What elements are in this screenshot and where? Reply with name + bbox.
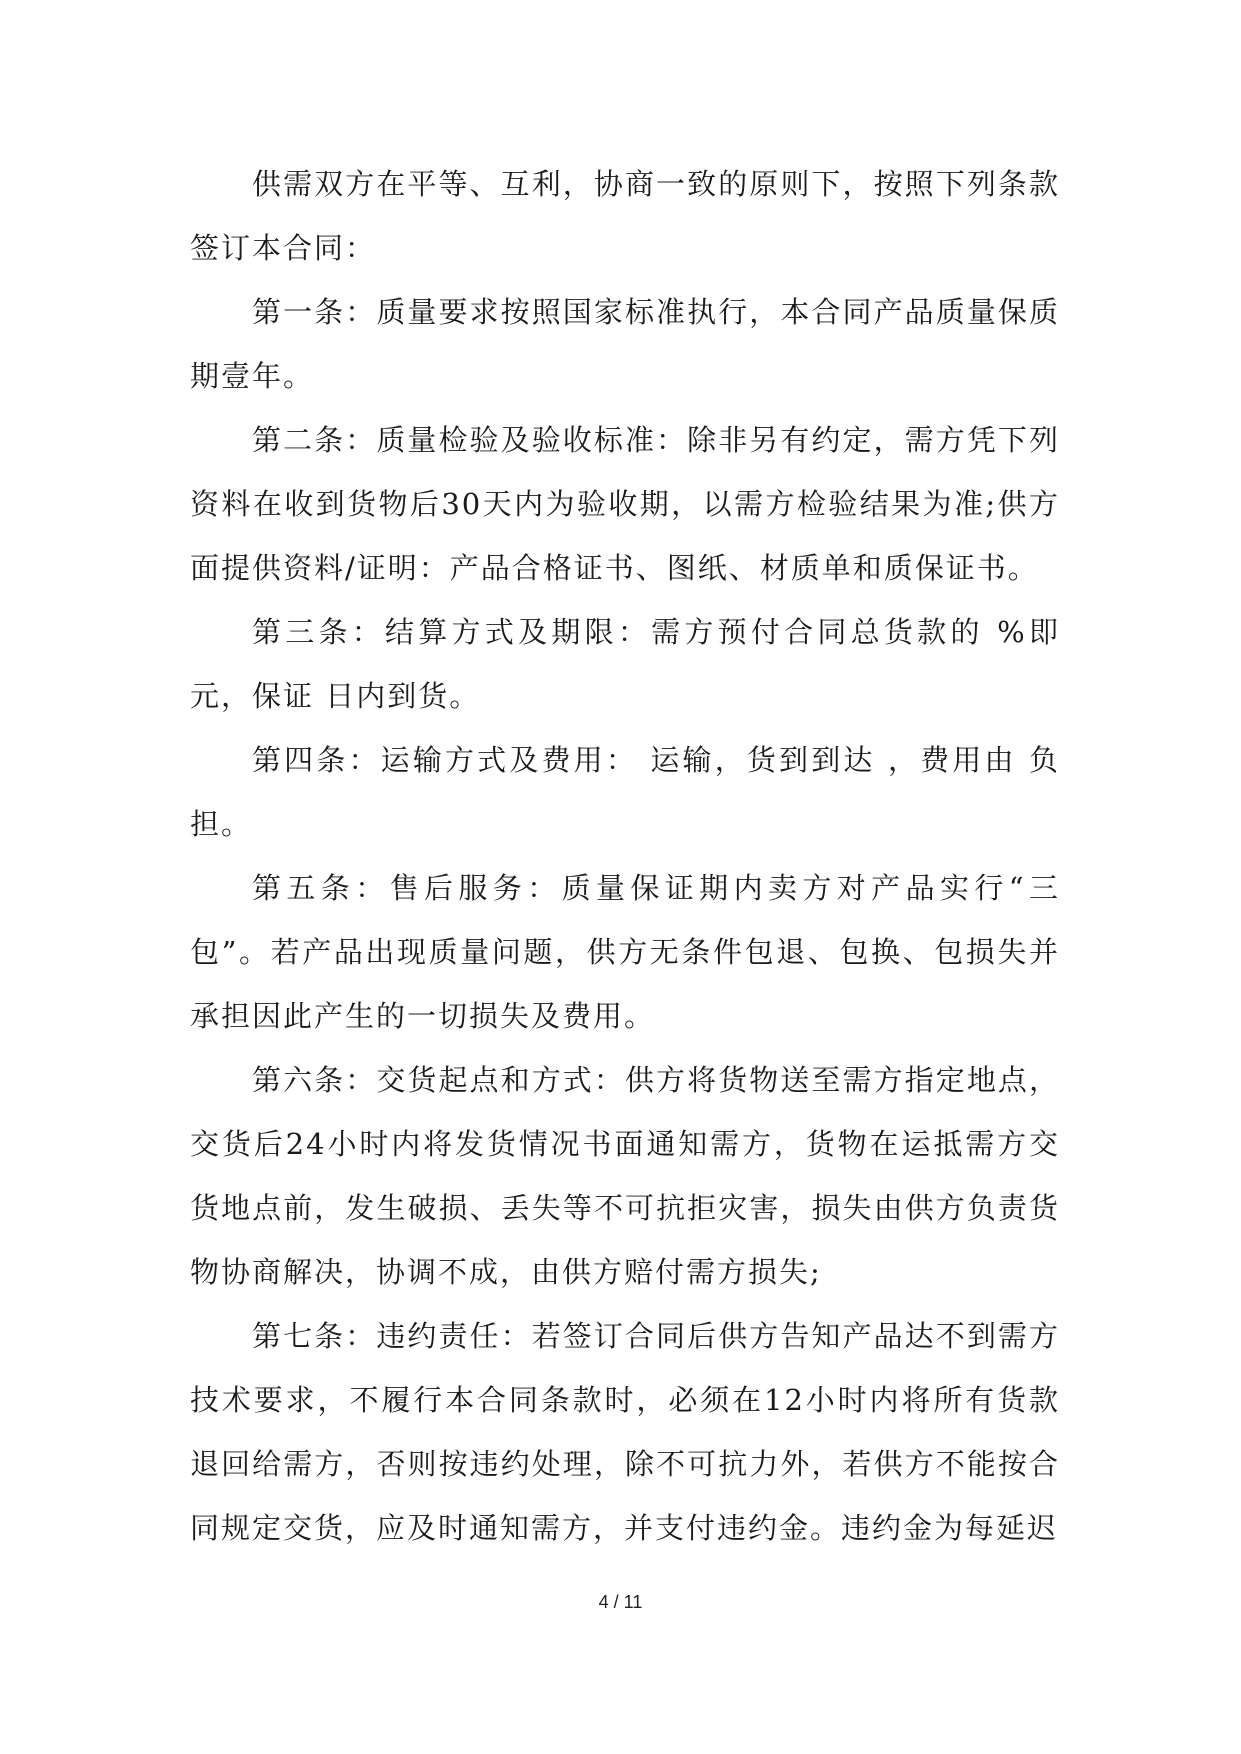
page-number: 4 / 11 <box>598 1592 643 1612</box>
paragraph-intro: 供需双方在平等、互利，协商一致的原则下，按照下列条款签订本合同： <box>190 167 1060 265</box>
paragraph-article-3: 第三条：结算方式及期限：需方预付合同总货款的 %即 元，保证 日内到货。 <box>190 615 1060 713</box>
paragraph-article-1: 第一条：质量要求按照国家标准执行，本合同产品质量保质期壹年。 <box>190 295 1060 393</box>
paragraph-article-5: 第五条：售后服务：质量保证期内卖方对产品实行“三包”。若产品出现质量问题，供方无条件包退、包换、包损失并承担因此产生的一切损失及费用。 <box>190 871 1060 1033</box>
paragraph-article-2: 第二条：质量检验及验收标准：除非另有约定，需方凭下列资料在收到货物后30天内为验收期，以需方检验结果为准;供方面提供资料/证明：产品合格证书、图纸、材质单和质保证书。 <box>190 423 1060 585</box>
paragraph-article-6: 第六条：交货起点和方式：供方将货物送至需方指定地点，交货后24小时内将发货情况书面通知需方，货物在运抵需方交货地点前，发生破损、丢失等不可抗拒灾害，损失由供方负责货物协商解决，协调不成，由供方赔付需方损失; <box>190 1063 1060 1289</box>
paragraph-article-7: 第七条：违约责任：若签订合同后供方告知产品达不到需方技术要求，不履行本合同条款时，必须在12小时内将所有货款退回给需方，否则按违约处理，除不可抗力外，若供方不能按合同规定交货，应及时通知需方，并支付违约金。违约金为每延迟 <box>190 1319 1060 1545</box>
paragraph-article-4: 第四条：运输方式及费用： 运输，货到到达 ，费用由 负担。 <box>190 743 1060 841</box>
contract-body <box>190 152 1060 1560</box>
